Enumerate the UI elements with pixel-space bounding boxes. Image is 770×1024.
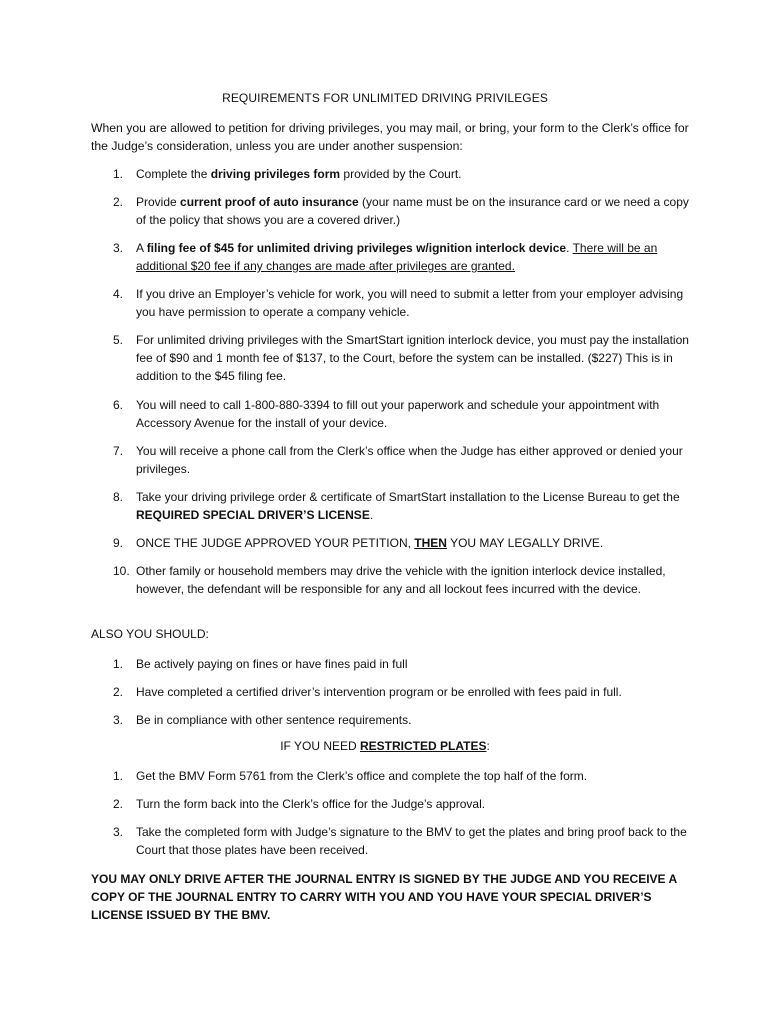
list-item: 1. Be actively paying on fines or have fines paid in full (113, 657, 408, 671)
list-item: 2. Have completed a certified driver’s intervention program or be enrolled with fees paid in full. (113, 685, 622, 699)
document-title: REQUIREMENTS FOR UNLIMITED DRIVING PRIVILEGES (222, 91, 548, 105)
list-item: 4. If you drive an Employer’s vehicle for work, you will need to submit a letter from your employer advising you have permission to operate a company vehicle. (113, 287, 684, 319)
list-item: 10. Other family or household members may drive the vehicle with the ignition interlock device installed, however, the defendant will be responsible for any and all lockout fees incurred with the device. (113, 564, 666, 596)
list-item: 2. Provide current proof of auto insurance (your name must be on the insurance card or we need a copy of the policy that shows you are a covered driver.) (113, 195, 689, 227)
intro-paragraph: When you are allowed to petition for driving privileges, you may mail, or bring, your form to the Clerk’s office for the Judge’s consideration, unless you are under another suspension: (91, 121, 689, 153)
list-item: 2. Turn the form back into the Clerk’s office for the Judge’s approval. (113, 797, 486, 811)
also-heading: ALSO YOU SHOULD: (91, 627, 209, 641)
final-notice: YOU MAY ONLY DRIVE AFTER THE JOURNAL ENTRY IS SIGNED BY THE JUDGE AND YOU RECEIVE A COPY OF THE JOURNAL ENTRY TO CARRY WITH YOU AND YOU HAVE YOUR SPECIAL DRIVER’S LICENSE ISSUED BY THE BMV. (91, 872, 677, 922)
list-item: 8. Take your driving privilege order & certificate of SmartStart installation to the License Bureau to get the REQUIRED SPECIAL DRIVER’S LICENSE. (113, 490, 680, 522)
list-item: 7. You will receive a phone call from the Clerk’s office when the Judge has either approved or denied your privileges. (113, 444, 683, 476)
list-item: 1. Get the BMV Form 5761 from the Clerk’s office and complete the top half of the form. (113, 769, 588, 783)
plates-heading: IF YOU NEED RESTRICTED PLATES: (280, 739, 490, 753)
list-item: 9. ONCE THE JUDGE APPROVED YOUR PETITION, THEN YOU MAY LEGALLY DRIVE. (113, 536, 604, 550)
list-item: 3. A filing fee of $45 for unlimited driving privileges w/ignition interlock device. There will be an additional $20 fee if any changes are made after privileges are granted. (113, 241, 658, 273)
list-item: 3. Be in compliance with other sentence requirements. (113, 713, 412, 727)
list-item: 3. Take the completed form with Judge’s signature to the BMV to get the plates and bring proof back to the Court that those plates have been received. (113, 825, 687, 857)
list-item: 6. You will need to call 1-800-880-3394 to fill out your paperwork and schedule your appointment with Accessory Avenue for the install of your device. (113, 398, 660, 430)
list-item: 1. Complete the driving privileges form provided by the Court. (113, 167, 462, 181)
list-item: 5. For unlimited driving privileges with the SmartStart ignition interlock device, you must pay the installation fee of $90 and 1 month fee of $137, to the Court, before the system can be installed. ($227) This is in addition to the $45 filing fee. (113, 333, 689, 383)
